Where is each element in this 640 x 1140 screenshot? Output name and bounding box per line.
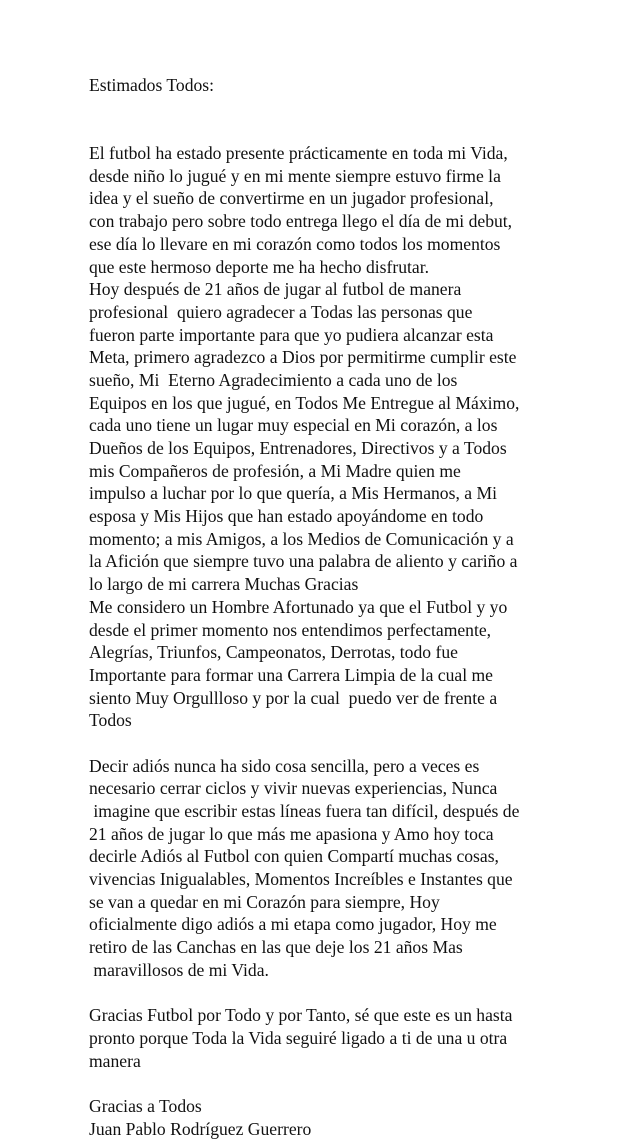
text-line: retiro de las Canchas en las que deje los 21 años Mas [89,937,463,958]
text-line: Equipos en los que jugué, en Todos Me Entregue al Máximo, [89,392,520,413]
text-line: Hoy después de 21 años de jugar al futbol de manera [89,279,462,300]
text-line: decirle Adiós al Futbol con quien Compartí muchas cosas, [89,846,499,867]
greeting: Estimados Todos: [89,75,215,95]
text-line: momento; a mis Amigos, a los Medios de Comunicación y a [89,528,514,549]
text-line: siento Muy Orgullloso y por la cual puedo ver de frente a [89,687,498,708]
signature: Juan Pablo Rodríguez Guerrero [89,1118,312,1139]
text-line: vivencias Inigualables, Momentos Increíbles e Instantes que [89,869,513,890]
text-line: se van a quedar en mi Corazón para siempre, Hoy [89,891,440,912]
text-line: Dueños de los Equipos, Entrenadores, Directivos y a Todos [89,438,507,459]
text-line: cada uno tiene un lugar muy especial en Mi corazón, a los [89,415,498,436]
text-line: ese día lo llevare en mi corazón como todos los momentos [89,233,501,254]
text-line: lo largo de mi carrera Muchas Gracias [89,574,359,595]
text-line: Me considero un Hombre Afortunado ya que el Futbol y yo [89,596,508,617]
spacer [89,982,629,1005]
text-line: Importante para formar una Carrera Limpia de la cual me [89,664,493,685]
spacer [89,1072,629,1095]
text-line: sueño, Mi Eterno Agradecimiento a cada uno de los [89,369,458,390]
closing: Gracias a Todos [89,1095,202,1116]
text-line: Alegrías, Triunfos, Campeonatos, Derrotas, todo fue [89,642,458,663]
text-line: que este hermoso deporte me ha hecho disfrutar. [89,256,430,277]
paragraph-2 [89,755,629,982]
text-line: fueron parte importante para que yo pudiera alcanzar esta [89,324,494,345]
text-line: 21 años de jugar lo que más me apasiona y Amo hoy toca [89,823,494,844]
text-line: necesario cerrar ciclos y vivir nuevas experiencias, Nunca [89,778,498,799]
text-line: con trabajo pero sobre todo entrega llego el día de mi debut, [89,211,513,232]
text-line: maravillosos de mi Vida. [89,959,269,980]
text-line: desde niño lo jugué y en mi mente siempre estuvo firme la [89,165,501,186]
text-line: imagine que escribir estas líneas fuera tan difícil, después de [89,801,520,822]
text-line: pronto porque Toda la Vida seguiré ligado a ti de una u otra [89,1027,508,1048]
text-line: Todos [89,710,132,731]
text-line: idea y el sueño de convertirme en un jugador profesional, [89,188,494,209]
text-line: la Afición que siempre tuvo una palabra de aliento y cariño a [89,551,518,572]
text-line: Gracias Futbol por Todo y por Tanto, sé que este es un hasta [89,1005,513,1026]
text-line: Meta, primero agradezco a Dios por permitirme cumplir este [89,347,517,368]
letter-body [89,74,629,1140]
text-line: profesional quiero agradecer a Todas las personas que [89,301,473,322]
paragraph-1 [89,142,629,732]
spacer [89,97,629,142]
text-line: Decir adiós nunca ha sido cosa sencilla, pero a veces es [89,755,480,776]
text-line: mis Compañeros de profesión, a Mi Madre quien me [89,460,461,481]
text-line: esposa y Mis Hijos que han estado apoyándome en todo [89,506,484,527]
text-line: impulso a luchar por lo que quería, a Mis Hermanos, a Mi [89,483,497,504]
paragraph-3 [89,1004,629,1072]
text-line: El futbol ha estado presente prácticamente en toda mi Vida, [89,143,508,164]
text-line: desde el primer momento nos entendimos perfectamente, [89,619,492,640]
text-line: oficialmente digo adiós a mi etapa como jugador, Hoy me [89,914,497,935]
spacer [89,732,629,755]
text-line: manera [89,1050,141,1071]
